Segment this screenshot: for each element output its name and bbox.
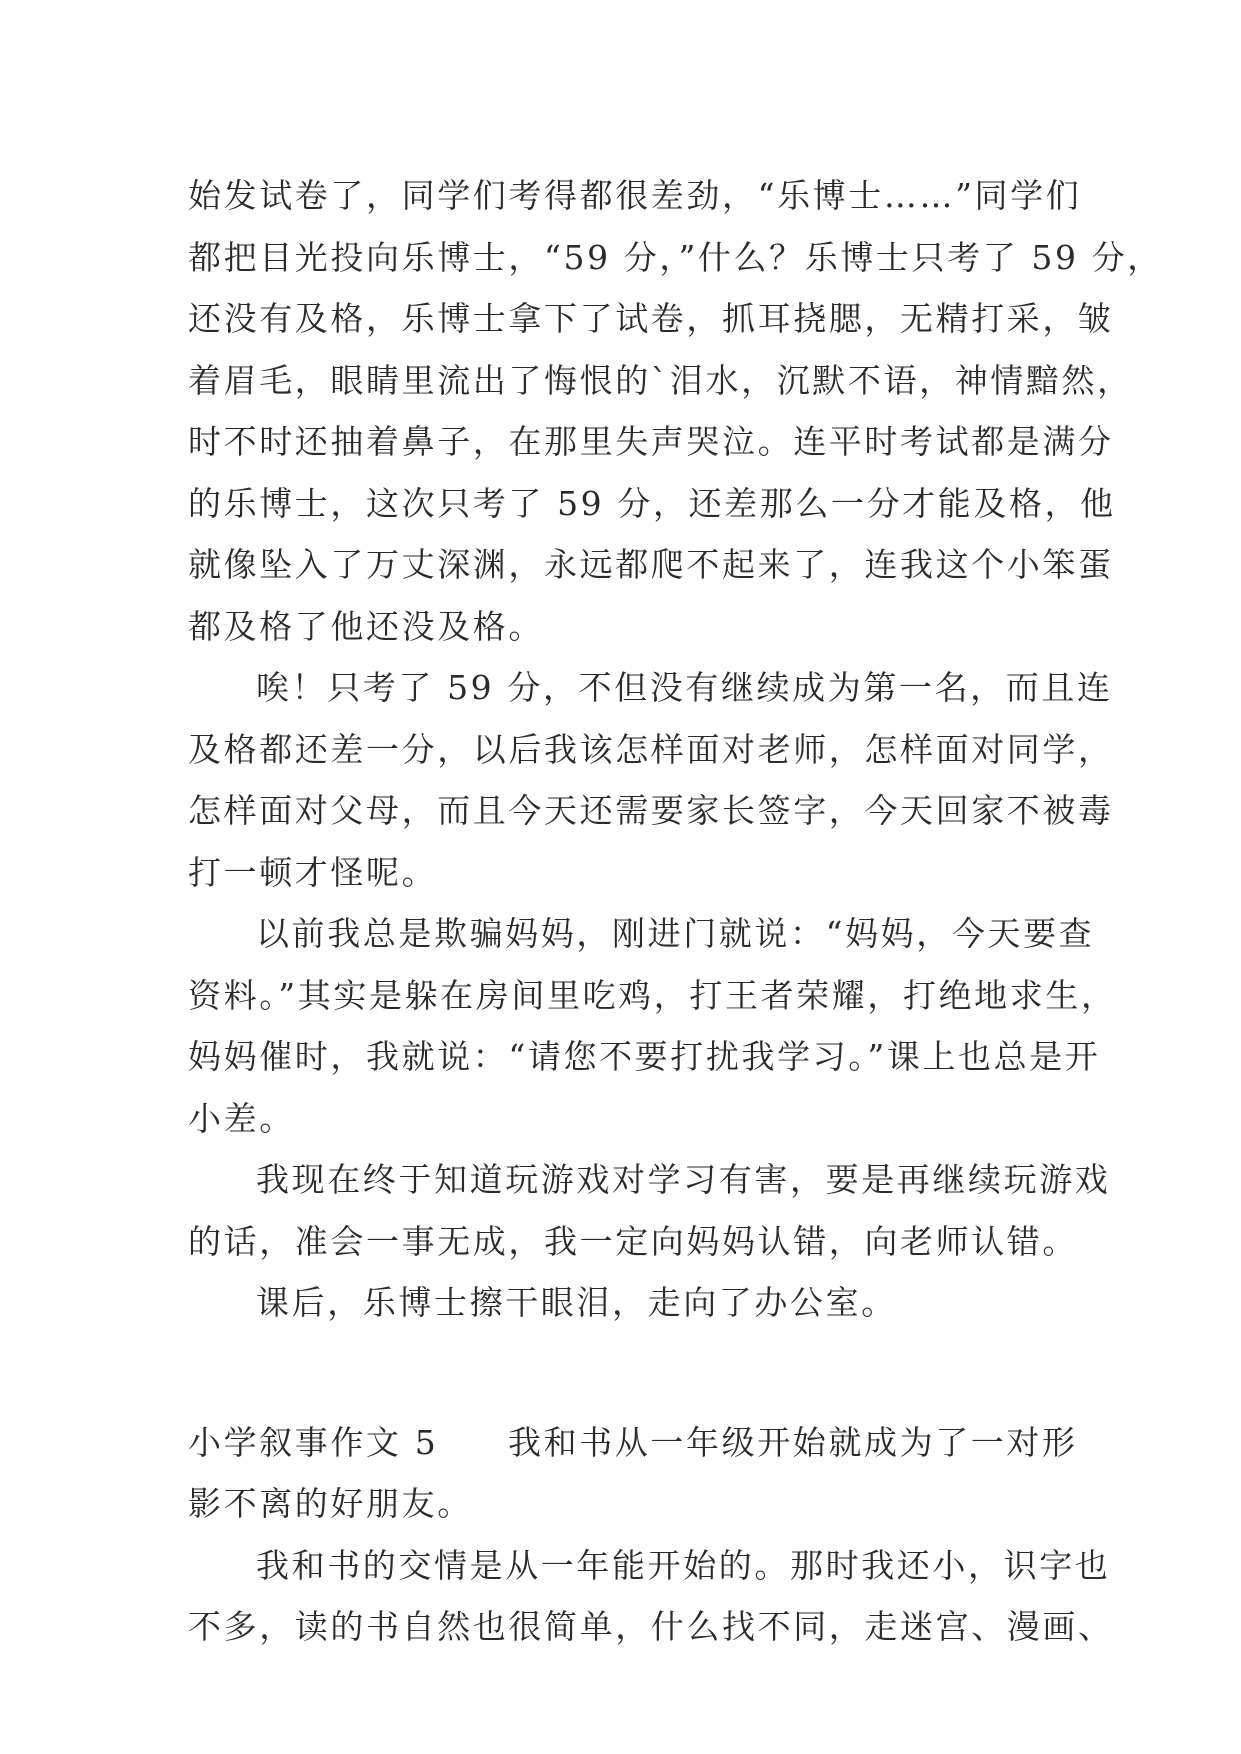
section-continuation: 影不离的好朋友。: [188, 1484, 473, 1523]
document-body: [188, 165, 1163, 1658]
text-line: 时不时还抽着鼻子，在那里失声哭泣。连平时考试都是满分: [188, 422, 1114, 461]
paragraph: [188, 1149, 1111, 1272]
text-line: 我和书的交情是从一年能开始的。那时我还小，识字也: [256, 1545, 1111, 1585]
text-line: 小差。: [188, 1098, 295, 1138]
text-line: 的乐博士，这次只考了 59 分，还差那么一分才能及格，他: [188, 483, 1116, 523]
text-line: 资料。”其实是躲在房间里吃鸡，打王者荣耀，打绝地求生，: [188, 975, 1117, 1015]
text-line: 以前我总是欺骗妈妈，刚进门就说：“妈妈，今天要查: [256, 914, 1095, 953]
text-line: 就像坠入了万丈深渊，永远都爬不起来了，连我这个小笨蛋: [188, 545, 1114, 584]
text-line: 的话，准会一事无成，我一定向妈妈认错，向老师认错。: [188, 1221, 1078, 1261]
section-spacer: [188, 1334, 1068, 1412]
text-line: 课后，乐博士擦干眼泪，走向了办公室。: [256, 1283, 897, 1322]
paragraph: [188, 903, 1117, 1149]
text-line: 都及格了他还没及格。: [188, 606, 544, 646]
text-line: 及格都还差一分，以后我该怎样面对老师，怎样面对同学，: [188, 729, 1114, 769]
section-title: 小学叙事作文 5: [188, 1422, 439, 1462]
paragraph: [188, 1272, 1068, 1334]
section-first-line: 我和书从一年级开始就成为了一对形: [508, 1422, 1078, 1462]
text-line: 不多，读的书自然也很简单，什么找不同，走迷宫、漫画、: [188, 1607, 1114, 1646]
text-line: 始发试卷了，同学们考得都很差劲，“乐博士……”同学们: [188, 176, 1082, 215]
text-line: 着眉毛，眼睛里流出了悔恨的`泪水，沉默不语，神情黯然，: [188, 360, 1133, 400]
text-line: 唉！只考了 59 分，不但没有继续成为第一名，而且连: [256, 668, 1113, 707]
paragraph: [188, 165, 1163, 657]
text-line: 我现在终于知道玩游戏对学习有害，要是再继续玩游戏: [256, 1160, 1111, 1199]
text-line: 都把目光投向乐博士，“59 分，”什么？乐博士只考了 59 分，: [188, 237, 1163, 277]
paragraph: [188, 1535, 1114, 1658]
text-line: 怎样面对父母，而且今天还需要家长签字，今天回家不被毒: [188, 791, 1114, 830]
text-line: 还没有及格，乐博士拿下了试卷，抓耳挠腮，无精打采，皱: [188, 299, 1114, 338]
text-line: 妈妈催时，我就说：“请您不要打扰我学习。”课上也总是开: [188, 1037, 1101, 1076]
paragraph: [188, 657, 1114, 903]
text-line: 打一顿才怪呢。: [188, 852, 438, 892]
section-heading-row: [188, 1412, 1078, 1474]
